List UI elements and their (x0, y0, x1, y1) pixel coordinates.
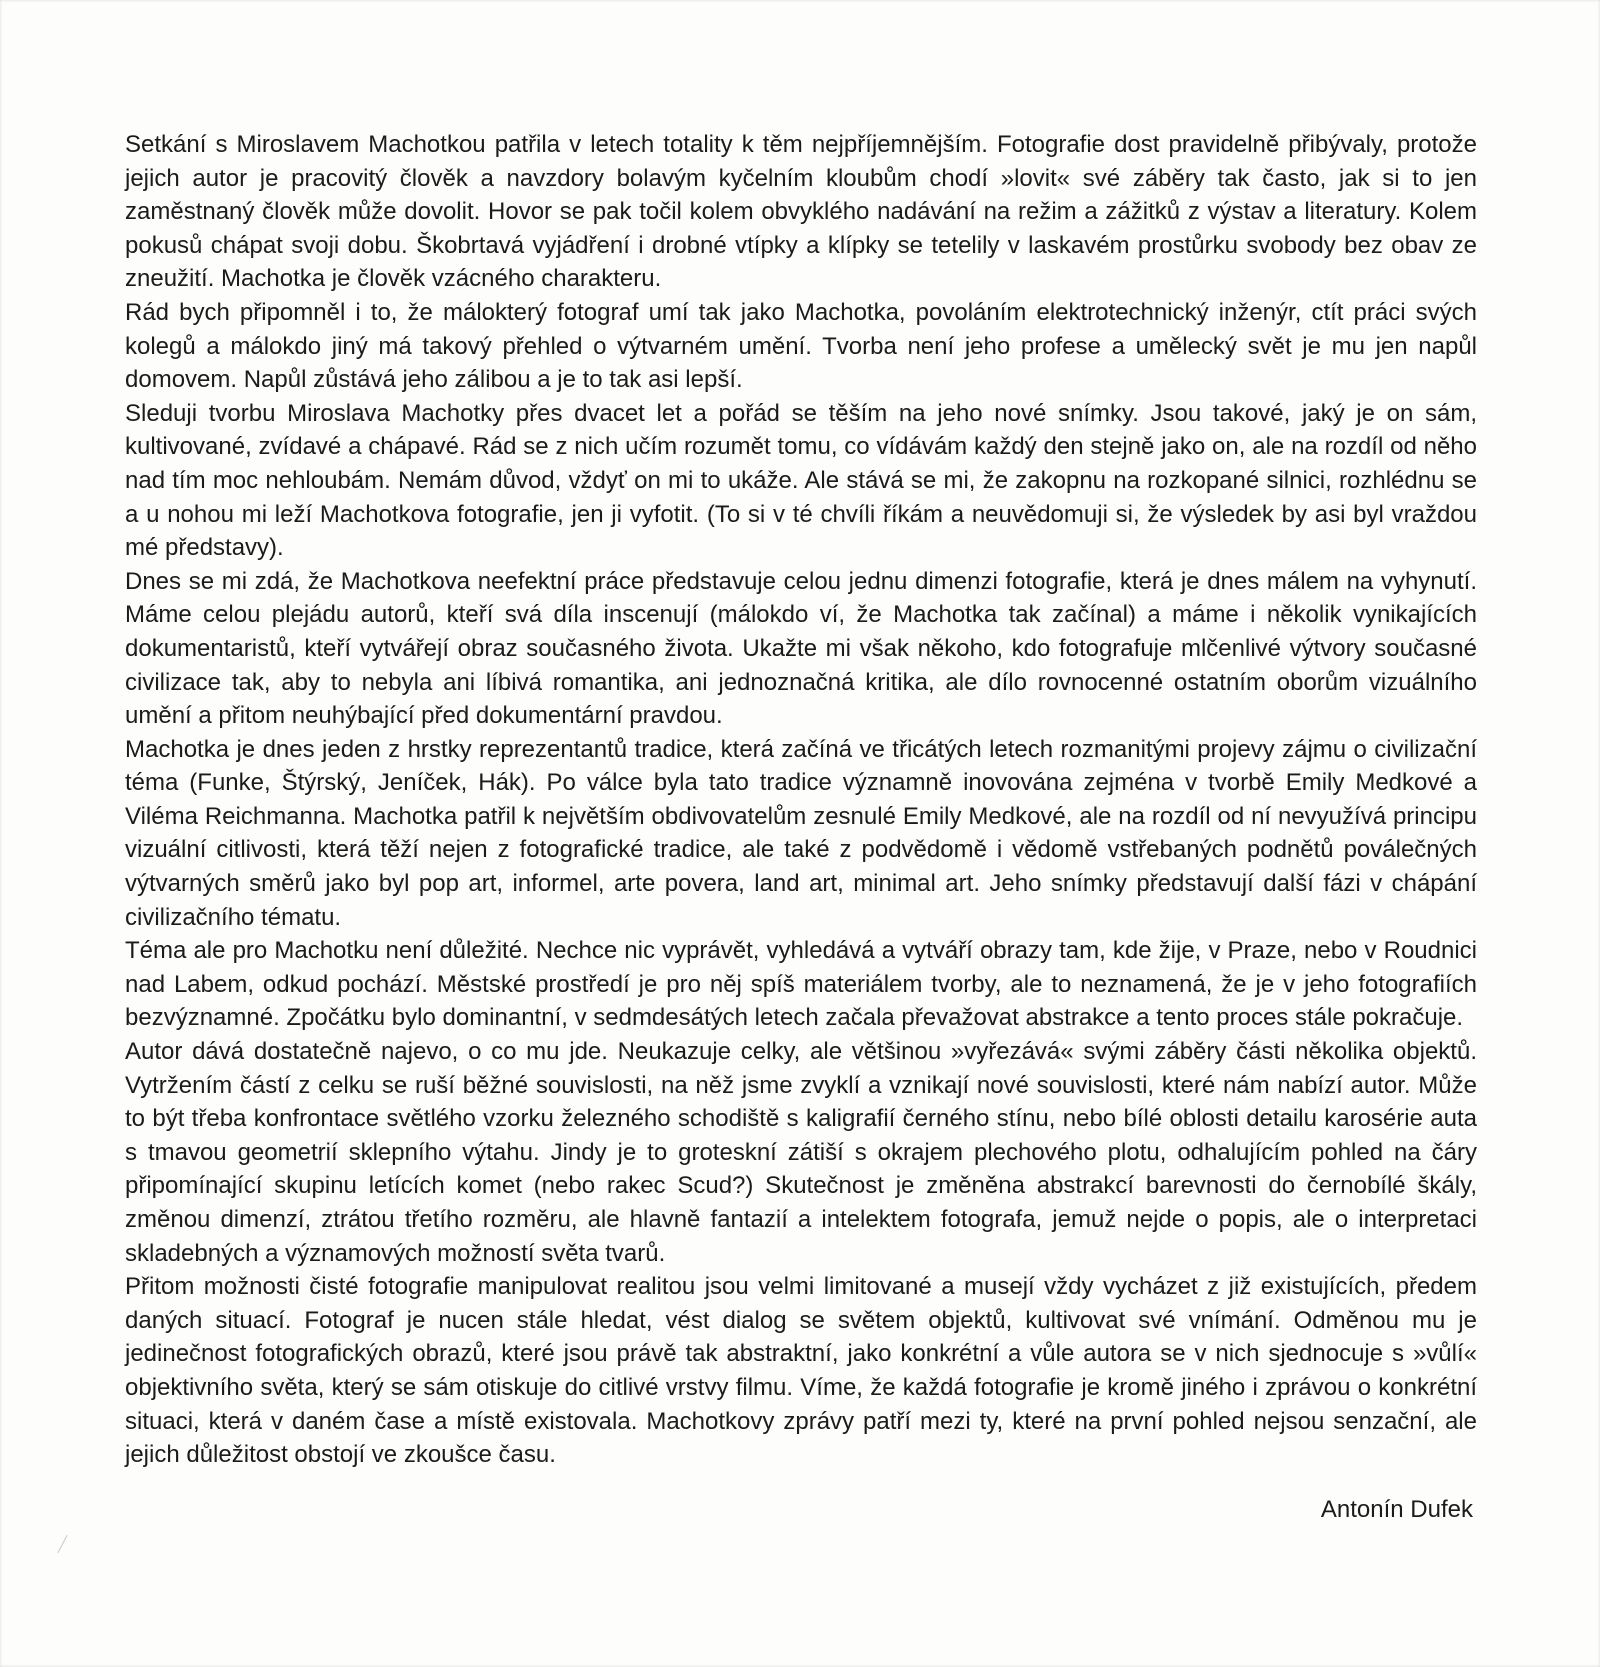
author-signature: Antonín Dufek (1320, 1496, 1473, 1523)
paper-mark (57, 1535, 67, 1553)
paragraph-8: Přitom možnosti čisté fotografie manipulovat realitou jsou velmi limitované a musejí vždy vycházet z již existujících, předem daných situací. Fotograf je nucen stále hledat, vést dialog se světem objektů, kultivovat své vnímání. Odměnou mu je jedinečnost fotografických obrazů, které jsou právě tak abstraktní, jako konkrétní a vůle autora se v nich sjednocuje s »vůlí« objektivního světa, který se sám otiskuje do citlivé vrstvy filmu. Víme, že každá fotografie je kromě jiného i zprávou o konkrétní situaci, která v daném čase a místě existovala. Machotkovy zprávy patří mezi ty, které na první pohled nejsou senzační, ale jejich důležitost obstojí ve zkoušce času. (125, 1273, 1477, 1469)
paragraph-4: Dnes se mi zdá, že Machotkova neefektní práce představuje celou jednu dimenzi fotografie, která je dnes málem na vyhynutí. Máme celou plejádu autorů, kteří svá díla inscenují (málokdo ví, že Machotka tak začínal) a máme i několik vynikajících dokumentaristů, kteří vytvářejí obraz současného života. Ukažte mi však někoho, kdo fotografuje mlčenlivé výtvory současné civilizace tak, aby to nebyla ani líbivá romantika, ani jednoznačná kritika, ale dílo rovnocenné ostatním oborům vizuálního umění a přitom neuhýbající před dokumentární pravdou. (125, 567, 1477, 730)
paragraph-5: Machotka je dnes jeden z hrstky reprezentantů tradice, která začíná ve třicátých letech rozmanitými projevy zájmu o civilizační téma (Funke, Štýrský, Jeníček, Hák). Po válce byla tato tradice významně inovována zejména v tvorbě Emily Medkové a Viléma Reichmanna. Machotka patřil k největším obdivovatelům zesnulé Emily Medkové, ale na rozdíl od ní nevyužívá principu vizuální citlivosti, která těží nejen z fotografické tradice, ale také z podvědomě i vědomě vstřebaných podnětů poválečných výtvarných směrů jako byl pop art, informel, arte povera, land art, minimal art. Jeho snímky představují další fázi v chápání civilizačního tématu. (125, 735, 1477, 931)
paragraph-7: Autor dává dostatečně najevo, o co mu jde. Neukazuje celky, ale většinou »vyřezává« svými záběry části několika objektů. Vytržením částí z celku se ruší běžné souvislosti, na něž jsme zvyklí a vznikají nové souvislosti, které nám nabízí autor. Může to být třeba konfrontace světlého vzorku železného schodiště s kaligrafií černého stínu, nebo bílé oblosti detailu karosérie auta s tmavou geometrií sklepního výtahu. Jindy je to groteskní zátiší s okrajem plechového plotu, odhalujícím pohled na čáry připomínající skupinu letících komet (nebo rakec Scud?) Skutečnost je změněna abstrakcí barevnosti do černobílé škály, změnou dimenzí, ztrátou třetího rozměru, ale hlavně fantazií a intelektem fotografa, jemuž nejde o popis, ale o interpretaci skladebných a významových možností světa tvarů. (125, 1038, 1477, 1267)
paragraph-2: Rád bych připomněl i to, že málokterý fotograf umí tak jako Machotka, povoláním elektrotechnický inženýr, ctít práci svých kolegů a málokdo jiný má takový přehled o výtvarném umění. Tvorba není jeho profese a umělecký svět je mu jen napůl domovem. Napůl zůstává jeho zálibou a je to tak asi lepší. (125, 298, 1477, 394)
paragraph-6: Téma ale pro Machotku není důležité. Nechce nic vyprávět, vyhledává a vytváří obrazy tam, kde žije, v Praze, nebo v Roudnici nad Labem, odkud pochází. Městské prostředí je pro něj spíš materiálem tvorby, ale to neznamená, že je v jeho fotografiích bezvýznamné. Zpočátku bylo dominantní, v sedmdesátých letech začala převažovat abstrakce a tento proces stále pokračuje. (125, 937, 1477, 1032)
paragraph-1: Setkání s Miroslavem Machotkou patřila v letech totality k těm nejpříjemnějším. Fotografie dost pravidelně přibývaly, protože jejich autor je pracovitý člověk a navzdory bolavým kyčelním kloubům chodí »lovit« své záběry tak často, jak si to jen zaměstnaný člověk může dovolit. Hovor se pak točil kolem obvyklého nadávání na režim a zážitků z výstav a literatury. Kolem pokusů chápat svoji dobu. Škobrtavá vyjádření i drobné vtípky a klípky se tetelily v laskavém prostůrku svobody bez obav ze zneužití. Machotka je člověk vzácného charakteru. (125, 131, 1477, 293)
paragraph-3: Sleduji tvorbu Miroslava Machotky přes dvacet let a pořád se těším na jeho nové snímky. Jsou takové, jaký je on sám, kultivované, zvídavé a chápavé. Rád se z nich učím rozumět tomu, co vídávám každý den stejně jako on, ale na rozdíl od něho nad tím moc nehloubám. Nemám důvod, vždyť on mi to ukáže. Ale stává se mi, že zakopnu na rozkopané silnici, rozhlédnu se a u nohou mi leží Machotkova fotografie, jen ji vyfotit. (To si v té chvíli říkám a neuvědomuji si, že výsledek by asi byl vraždou mé představy). (125, 399, 1477, 562)
article-body (125, 128, 1477, 1472)
